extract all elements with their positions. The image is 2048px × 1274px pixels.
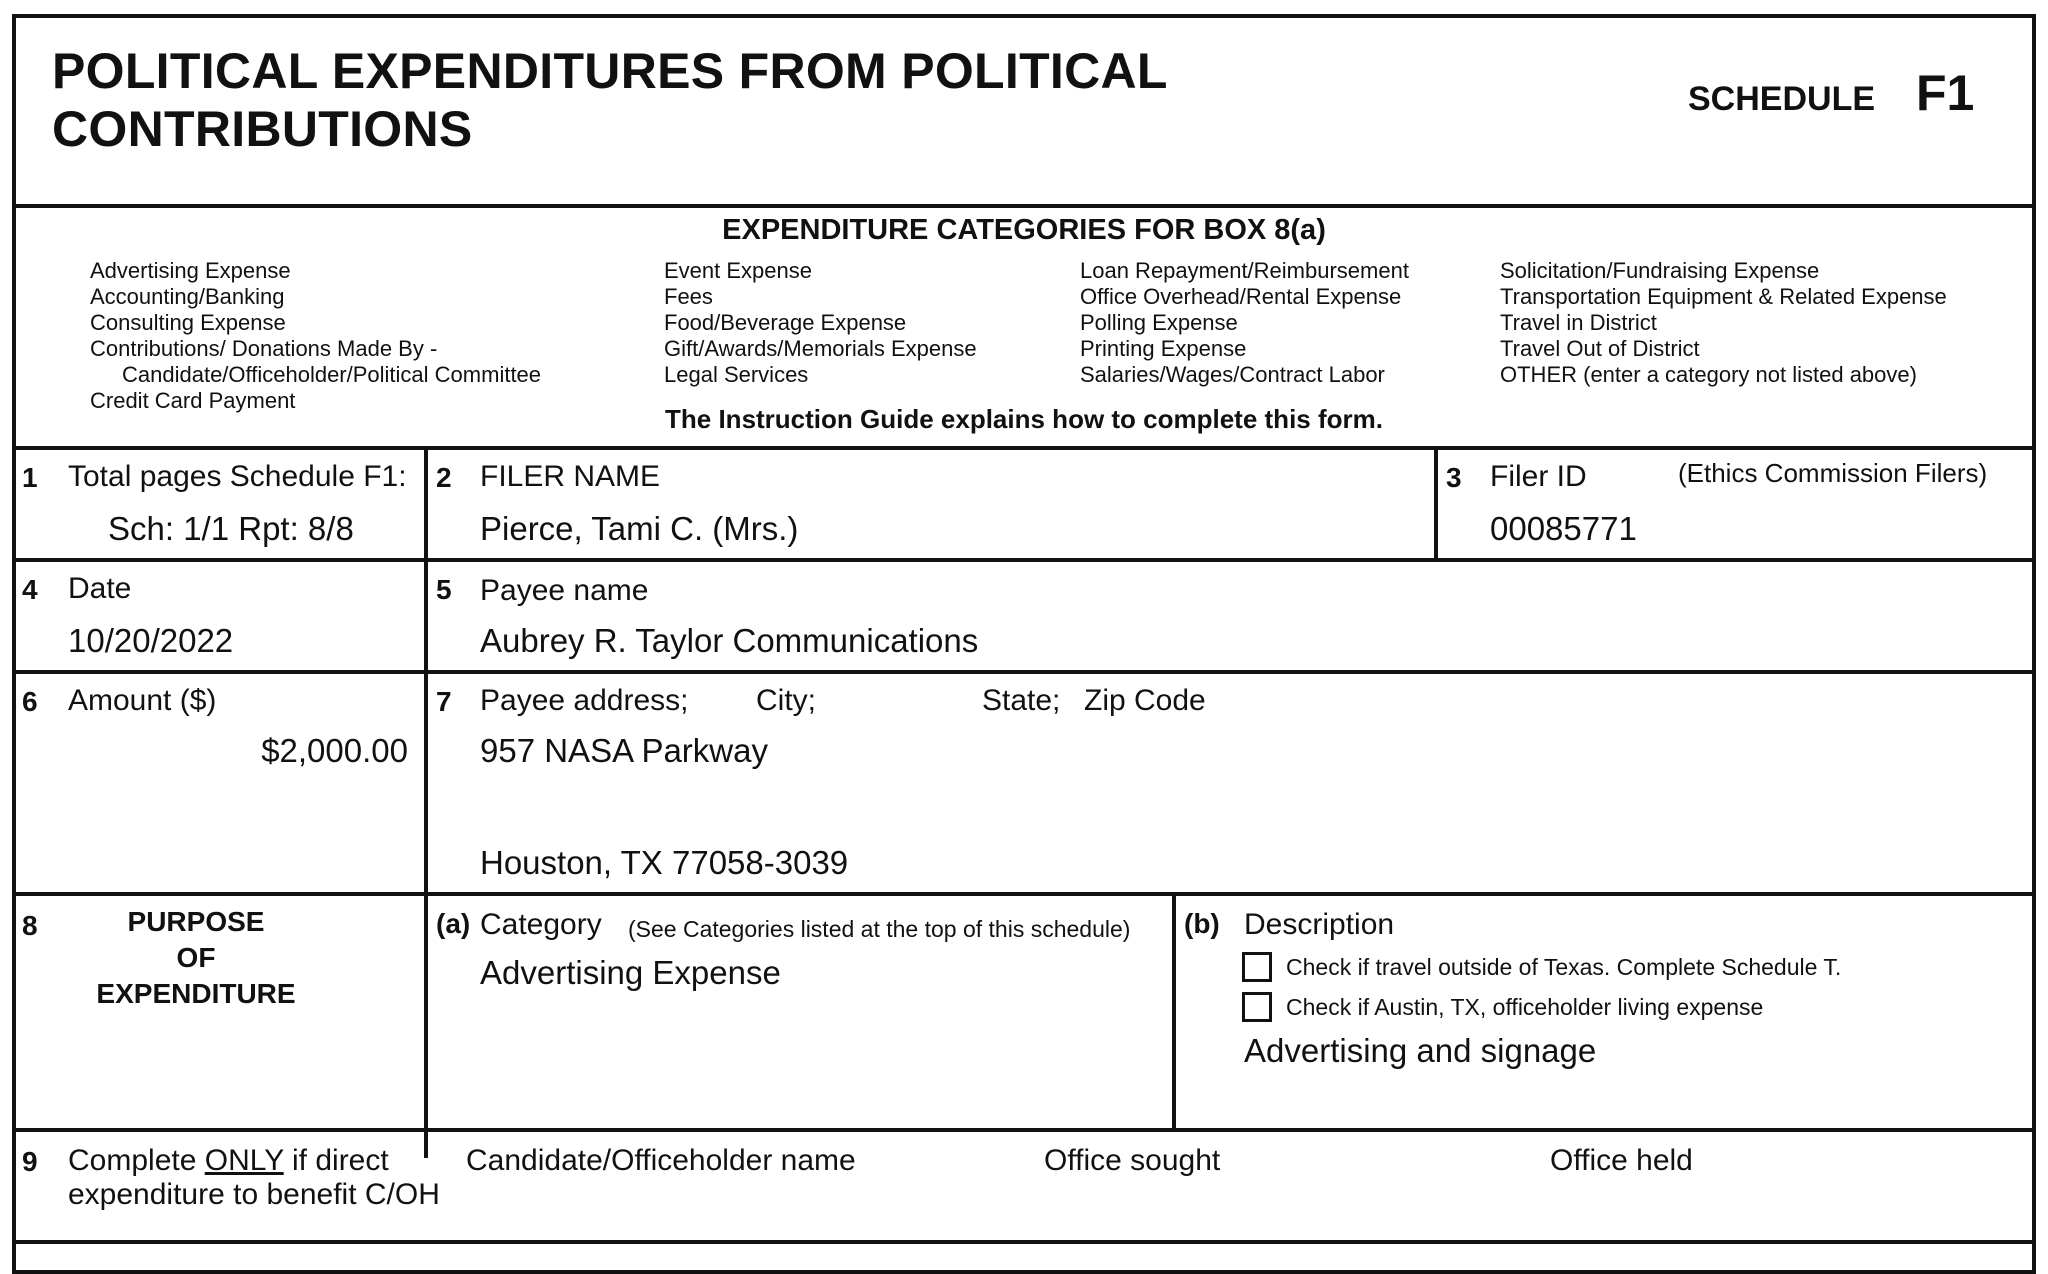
- category-column-3: [1080, 258, 1409, 388]
- category-item: Travel Out of District: [1500, 336, 1700, 361]
- category-item: Fees: [664, 284, 713, 309]
- direct-expenditure-instruction: Complete ONLY if direct expenditure to benefit C/OH: [68, 1144, 440, 1211]
- schedule-label: SCHEDULE: [1688, 80, 1876, 118]
- category-item: Event Expense: [664, 258, 812, 283]
- category-item: Credit Card Payment: [90, 388, 296, 413]
- payee-street-value: 957 NASA Parkway: [480, 732, 768, 769]
- travel-outside-texas-label: Check if travel outside of Texas. Complete Schedule T.: [1286, 954, 1842, 980]
- field-number: 9: [22, 1146, 38, 1177]
- category-item: Consulting Expense: [90, 310, 286, 335]
- total-pages-label: Total pages Schedule F1:: [68, 460, 407, 493]
- state-label: State;: [982, 684, 1061, 717]
- amount-label: Amount ($): [68, 684, 217, 717]
- total-pages-value: Sch: 1/1 Rpt: 8/8: [108, 510, 354, 547]
- category-item: Salaries/Wages/Contract Labor: [1080, 362, 1385, 387]
- category-item: Legal Services: [664, 362, 809, 387]
- field-number: 2: [436, 462, 452, 493]
- travel-outside-texas-checkbox[interactable]: [1242, 952, 1272, 982]
- field-number: 5: [436, 574, 452, 605]
- description-value: Advertising and signage: [1244, 1032, 1597, 1069]
- category-item: OTHER (enter a category not listed above): [1500, 362, 1917, 387]
- category-item: Candidate/Officeholder/Political Committee: [122, 362, 542, 387]
- category-item: Office Overhead/Rental Expense: [1080, 284, 1402, 309]
- category-item: Advertising Expense: [90, 258, 291, 283]
- filer-name-value: Pierce, Tami C. (Mrs.): [480, 510, 799, 547]
- schedule-code: F1: [1916, 65, 1975, 121]
- category-item: Travel in District: [1500, 310, 1657, 335]
- purpose-heading: PURPOSE OF EXPENDITURE: [96, 906, 296, 1009]
- column-divider: [1172, 892, 1176, 1130]
- payee-name-value: Aubrey R. Taylor Communications: [480, 622, 979, 659]
- column-divider: [1434, 446, 1438, 558]
- divider: [16, 1128, 2032, 1132]
- field-number: 8: [22, 910, 38, 941]
- category-item: Printing Expense: [1080, 336, 1247, 361]
- category-item: Contributions/ Donations Made By -: [90, 336, 438, 361]
- payee-address-label: Payee address;: [480, 684, 689, 717]
- divider: [16, 204, 2032, 208]
- schedule-f1-form: [12, 14, 2036, 1274]
- category-note: (See Categories listed at the top of this schedule): [628, 916, 1131, 942]
- field-number: 3: [1446, 462, 1462, 493]
- form-title: POLITICAL EXPENDITURES FROM POLITICAL CONTRIBUTIONS: [52, 43, 1168, 157]
- field-number: 1: [22, 462, 38, 493]
- categories-heading: EXPENDITURE CATEGORIES FOR BOX 8(a): [722, 214, 1326, 246]
- payee-city-value: Houston, TX 77058-3039: [480, 844, 849, 881]
- filer-name-label: FILER NAME: [480, 460, 661, 493]
- filer-id-note: (Ethics Commission Filers): [1678, 458, 1988, 488]
- category-item: Gift/Awards/Memorials Expense: [664, 336, 977, 361]
- zip-label: Zip Code: [1084, 684, 1206, 717]
- description-label: Description: [1244, 908, 1395, 941]
- filer-id-value: 00085771: [1490, 510, 1637, 547]
- office-held-label: Office held: [1550, 1144, 1693, 1177]
- divider: [16, 446, 2032, 450]
- amount-value: $2,000.00: [261, 732, 408, 769]
- divider: [16, 670, 2032, 674]
- category-column-1: [90, 258, 541, 414]
- divider: [16, 558, 2032, 562]
- category-item: Transportation Equipment & Related Expense: [1500, 284, 1947, 309]
- category-item: Loan Repayment/Reimbursement: [1080, 258, 1409, 283]
- payee-name-label: Payee name: [480, 574, 649, 607]
- divider: [16, 892, 2032, 896]
- field-number: 7: [436, 686, 452, 717]
- category-label: Category: [480, 908, 602, 941]
- date-value: 10/20/2022: [68, 622, 234, 659]
- column-divider: [424, 446, 428, 1158]
- divider: [16, 1240, 2032, 1244]
- category-item: Polling Expense: [1080, 310, 1238, 335]
- date-label: Date: [68, 572, 132, 605]
- category-column-2: [664, 258, 977, 388]
- office-sought-label: Office sought: [1044, 1144, 1221, 1177]
- austin-living-expense-checkbox[interactable]: [1242, 992, 1272, 1022]
- category-item: Accounting/Banking: [90, 284, 285, 309]
- category-item: Solicitation/Fundraising Expense: [1500, 258, 1820, 283]
- category-item: Food/Beverage Expense: [664, 310, 907, 335]
- instruction-guide-note: The Instruction Guide explains how to complete this form.: [665, 404, 1383, 434]
- category-value: Advertising Expense: [480, 954, 781, 991]
- field-number: 4: [22, 574, 38, 605]
- field-subtag: (a): [436, 908, 471, 939]
- category-column-4: [1500, 258, 1947, 388]
- city-label: City;: [756, 684, 816, 717]
- austin-living-expense-label: Check if Austin, TX, officeholder living expense: [1286, 994, 1764, 1020]
- candidate-name-label: Candidate/Officeholder name: [466, 1144, 856, 1177]
- field-number: 6: [22, 686, 38, 717]
- filer-id-label: Filer ID: [1490, 460, 1587, 493]
- field-subtag: (b): [1184, 908, 1220, 939]
